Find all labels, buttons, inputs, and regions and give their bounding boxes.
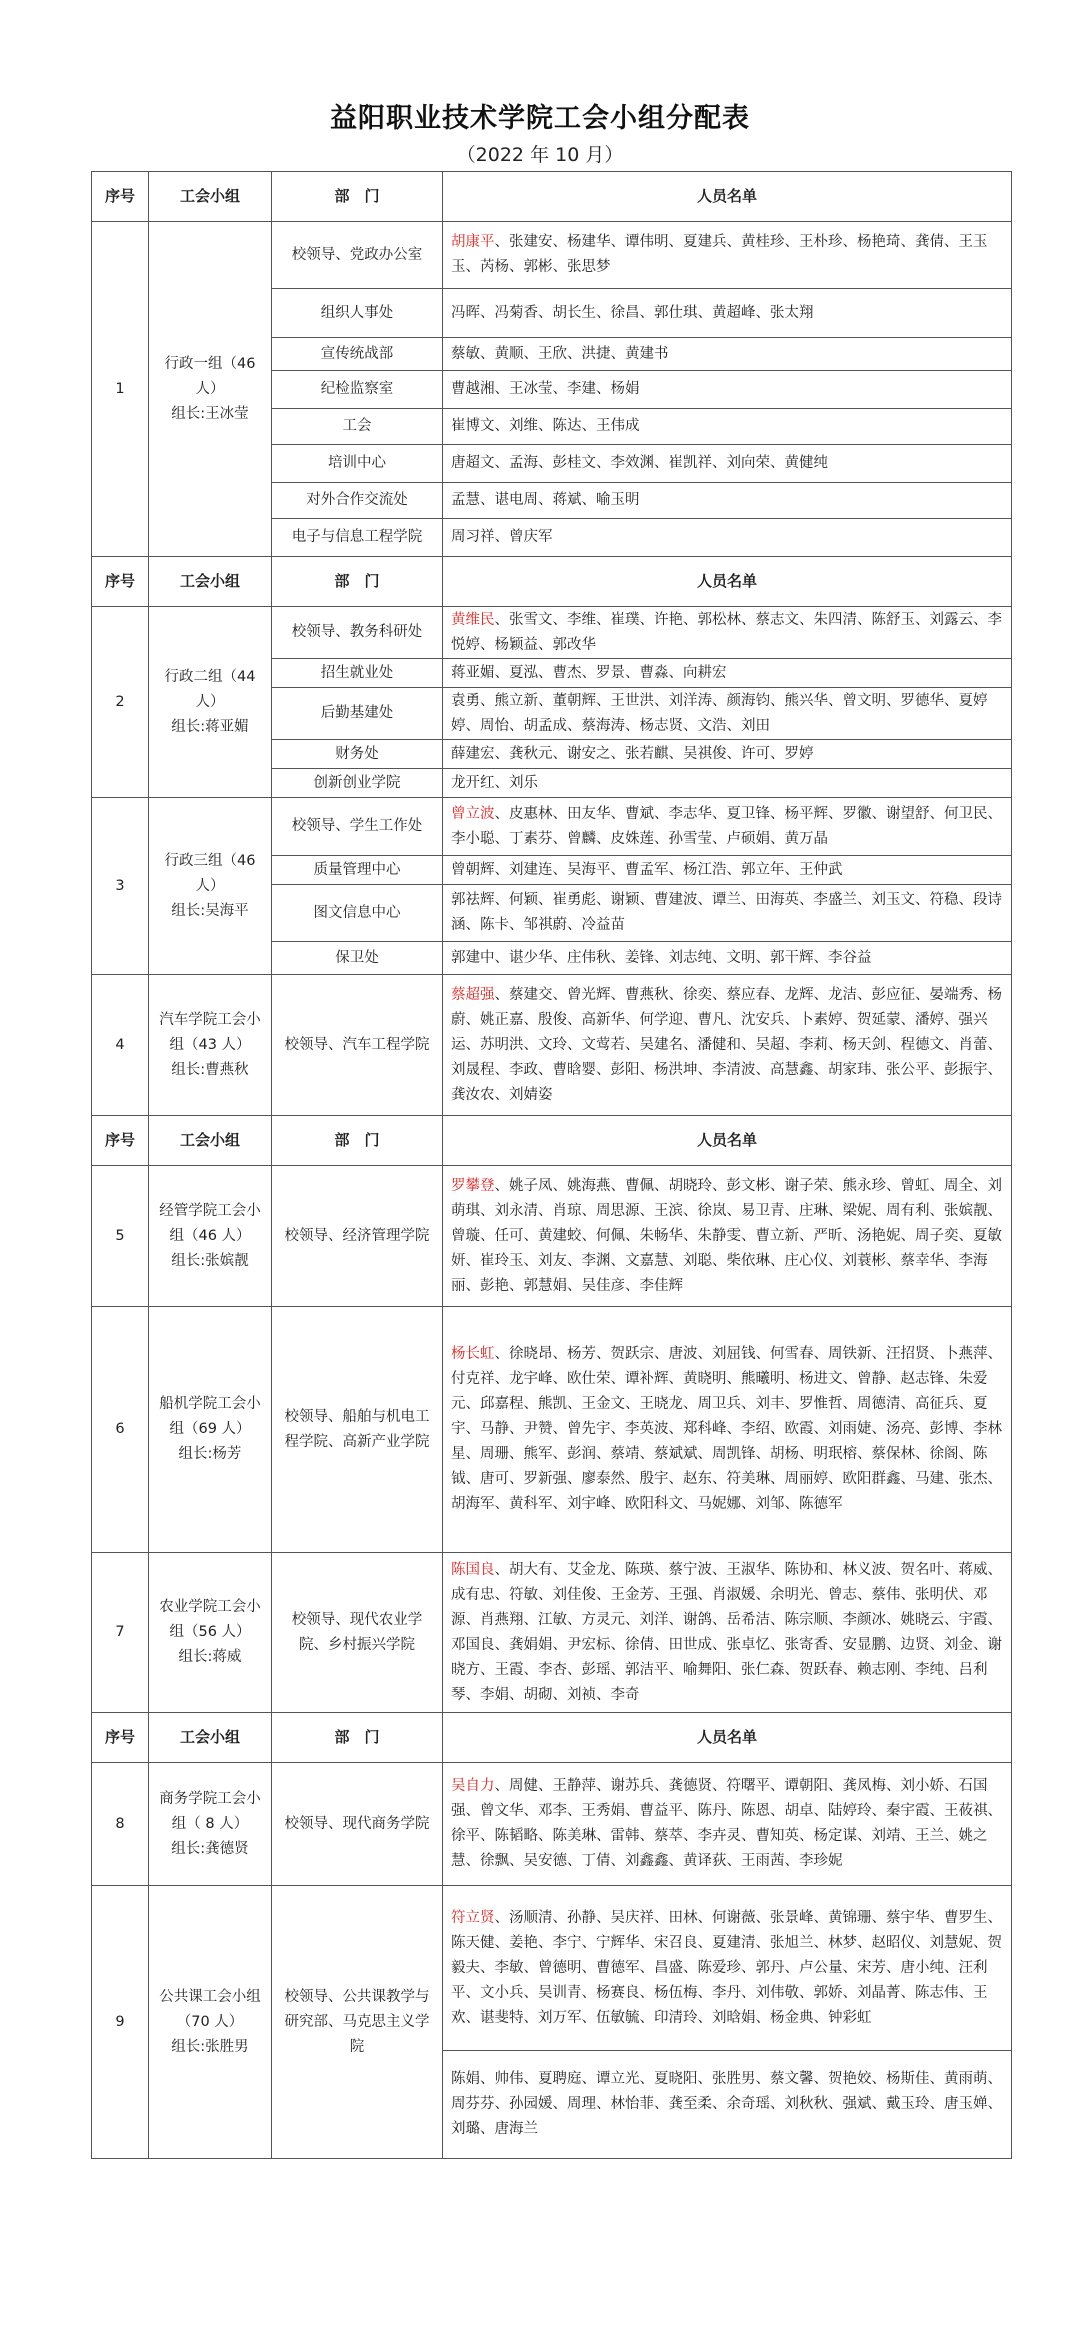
dept-cell: 财务处 [272, 740, 443, 769]
group-name: 行政二组（44 人） [164, 668, 256, 710]
header-group: 工会小组 [149, 1116, 272, 1166]
names-cell [443, 1886, 1012, 2051]
group-name: 船机学院工会小组（69 人） [159, 1396, 261, 1437]
member-list: 、皮惠林、田友华、曹斌、李志华、夏卫锋、杨平辉、罗徽、谢望舒、何卫民、李小聪、丁素芬、曾麟、皮姝莲、孙雪莹、卢硕娟、黄万晶 [451, 805, 1002, 847]
lead-name: 杨长虹 [451, 1346, 495, 1362]
group-leader: 组长:张胜男 [171, 2038, 249, 2055]
dept-cell: 校领导、党政办公室 [272, 222, 443, 289]
group-cell [149, 222, 272, 557]
member-list: 、蔡建交、曾光辉、曹燕秋、徐奕、蔡应春、龙辉、龙洁、彭应征、晏端秀、杨蔚、姚正嘉、殷俊、高新华、何学迎、曹凡、沈安兵、卜素婷、贺延蒙、潘婷、强兴运、苏明洪、文玲、文莺若、吴建名、潘健和、吴超、李莉、杨天剑、程德文、肖蕾、刘晟程、李政、曹晗婴、彭阳、杨洪坤、李清波、高慧鑫、胡家玮、张公平、彭振宇、龚汝农、刘婧姿 [451, 986, 1002, 1103]
header-seq: 序号 [92, 557, 149, 607]
names-cell [443, 1763, 1012, 1886]
group-cell [149, 607, 272, 798]
dept-cell: 组织人事处 [272, 289, 443, 338]
header-row [92, 557, 1012, 607]
dept-cell: 校领导、汽车工程学院 [272, 975, 443, 1116]
table-row [92, 607, 1012, 659]
group-leader: 组长:张嫔靓 [171, 1252, 249, 1269]
group-seq: 7 [92, 1553, 149, 1713]
group-name: 商务学院工会小组（ 8 人） [159, 1790, 261, 1832]
group-seq: 1 [92, 222, 149, 557]
names-cell [443, 222, 1012, 289]
header-row [92, 1116, 1012, 1166]
group-name: 行政一组（46 人） [164, 355, 256, 397]
dept-cell: 招生就业处 [272, 659, 443, 688]
table-row [92, 1763, 1012, 1886]
table-row [92, 1307, 1012, 1553]
lead-name: 曾立波 [451, 805, 495, 822]
group-leader: 组长:曹燕秋 [171, 1061, 249, 1078]
dept-cell: 图文信息中心 [272, 885, 443, 942]
header-row [92, 172, 1012, 222]
member-list: 唐超文、孟海、彭桂文、李效渊、崔凯祥、刘向荣、黄健纯 [443, 445, 1012, 483]
lead-name: 黄维民 [451, 611, 495, 628]
header-seq: 序号 [92, 172, 149, 222]
group-leader: 组长:蒋威 [178, 1649, 242, 1665]
member-list: 、张雪文、李维、崔璞、许艳、郭松林、蔡志文、朱四清、陈舒玉、刘露云、李悦婷、杨颖益、郭改华 [451, 611, 1002, 653]
group-seq: 6 [92, 1307, 149, 1553]
names-cell [443, 1166, 1012, 1307]
group-leader: 组长:龚德贤 [171, 1840, 249, 1857]
group-leader: 组长:蒋亚媚 [171, 718, 249, 735]
dept-cell: 质量管理中心 [272, 856, 443, 885]
member-list: 陈娟、帅伟、夏聘庭、谭立光、夏晓阳、张胜男、蔡文馨、贺艳姣、杨斯佳、黄雨萌、周芬芬、孙园媛、周理、林怡菲、龚至柔、余奇瑶、刘秋秋、强斌、戴玉玲、唐玉婵、刘璐、唐海兰 [443, 2051, 1012, 2159]
header-names: 人员名单 [443, 172, 1012, 222]
member-list: 、姚子凤、姚海燕、曹佩、胡晓玲、彭文彬、谢子荣、熊永珍、曾虹、周全、刘萌琪、刘永清、肖琼、周思源、王滨、徐岚、易卫青、庄琳、梁妮、周有利、张嫔靓、曾璇、任可、黄建蛟、何佩、朱畅华、朱静雯、曹立新、严昕、汤艳妮、周子奕、夏敏妍、崔玲玉、刘友、李渊、文嘉慧、刘聪、柴依琳、庄心仪、刘蓑彬、蔡幸华、李海丽、彭艳、郭慧娟、吴佳彦、李佳辉 [451, 1177, 1002, 1294]
dept-cell: 对外合作交流处 [272, 483, 443, 519]
dept-cell: 校领导、现代农业学院、乡村振兴学院 [272, 1553, 443, 1713]
dept-cell: 创新创业学院 [272, 769, 443, 798]
group-leader: 组长:吴海平 [171, 902, 249, 919]
group-name: 经管学院工会小组（46 人） [159, 1202, 261, 1244]
group-name: 行政三组（46 人） [164, 852, 256, 894]
group-leader: 组长:王冰莹 [171, 405, 249, 422]
group-seq: 3 [92, 798, 149, 975]
group-name: 汽车学院工会小组（43 人） [159, 1011, 261, 1053]
header-row [92, 1713, 1012, 1763]
member-list: 、徐晓昂、杨芳、贺跃宗、唐波、刘屈钱、何雪春、周铁新、汪招贤、卜燕萍、付克祥、龙宇峰、欧仕荣、谭补辉、黄晓明、熊曦明、杨进文、曾静、赵志锋、朱爱元、邱嘉程、熊凯、王金文、王晓龙、周卫兵、刘丰、罗惟哲、周德清、高征兵、夏宇、马静、尹赞、曾先宇、李英波、郑科峰、李绍、欧霞、刘雨婕、汤亮、彭博、李林星、周珊、熊军、彭润、蔡靖、蔡斌斌、周凯锋、胡杨、明珉榕、蔡保林、徐阁、陈钺、唐可、罗新强、廖泰然、殷宇、赵东、符美琳、周丽婷、欧阳群鑫、马建、张杰、胡海军、黄科军、刘宇峰、欧阳科文、马妮娜、刘邹、陈德军 [451, 1346, 1002, 1512]
member-list: 、张建安、杨建华、谭伟明、夏建兵、黄桂珍、王朴珍、杨艳琦、龚倩、王玉玉、芮杨、郭彬、张思梦 [451, 234, 988, 275]
group-cell [149, 1166, 272, 1307]
dept-cell: 宣传统战部 [272, 338, 443, 371]
header-seq: 序号 [92, 1116, 149, 1166]
table-row [92, 1166, 1012, 1307]
group-cell [149, 798, 272, 975]
lead-name: 符立贤 [451, 1909, 495, 1926]
dept-cell: 后勤基建处 [272, 688, 443, 740]
header-dept: 部 门 [272, 172, 443, 222]
page-subtitle: （2022 年 10 月） [456, 144, 624, 166]
header-dept: 部 门 [272, 1116, 443, 1166]
lead-name: 胡康平 [451, 234, 495, 250]
allocation-table [91, 171, 1012, 2159]
header-names: 人员名单 [443, 1713, 1012, 1763]
member-list: 曾朝辉、刘建连、吴海平、曹孟军、杨江浩、郭立年、王仲武 [443, 856, 1012, 885]
member-list: 曹越湘、王冰莹、李建、杨娟 [443, 371, 1012, 409]
table-row [92, 1886, 1012, 2051]
names-cell [443, 1553, 1012, 1713]
dept-cell: 校领导、现代商务学院 [272, 1763, 443, 1886]
member-list: 崔博文、刘维、陈达、王伟成 [443, 409, 1012, 445]
member-list: 薛建宏、龚秋元、谢安之、张若麒、吴祺俊、许可、罗婷 [443, 740, 1012, 769]
page-title: 益阳职业技术学院工会小组分配表 [330, 103, 750, 134]
dept-cell: 校领导、教务科研处 [272, 607, 443, 659]
member-list: 郭祛辉、何颖、崔勇彪、谢颖、曹建波、谭兰、田海英、李盛兰、刘玉文、符稳、段诗涵、陈卡、邹祺蔚、冷益苗 [443, 885, 1012, 942]
member-list: 、周健、王静萍、谢苏兵、龚德贤、符曙平、谭朝阳、龚凤梅、刘小娇、石国强、曾文华、邓李、王秀娟、曹益平、陈丹、陈恩、胡卓、陆婷玲、秦宇霞、王莜祺、徐平、陈韬略、陈美琳、雷韩、蔡萃、李卉灵、曹知英、杨定谋、刘靖、王兰、姚之慧、徐飘、吴安德、丁倩、刘鑫鑫、黄译荻、王雨茜、李珍妮 [451, 1778, 1002, 1869]
member-list: 、胡大有、艾金龙、陈瑛、蔡宁波、王淑华、陈协和、林义波、贺名叶、蒋威、成有忠、符敏、刘佳俊、王金芳、王强、肖淑媛、余明光、曾志、蔡伟、张明伏、邓源、肖燕翔、江敏、方灵元、刘洋、谢鸽、岳希洁、陈宗顺、李颜冰、姚晓云、宇霞、邓国良、龚娟娟、尹宏标、徐倩、田世成、张卓忆、张寄香、安显鹏、边贤、刘金、谢晓方、王霞、李杏、彭瑶、郭洁平、喻舞阳、张仁森、贺跃春、赖志刚、李纯、吕利琴、李娟、胡砌、刘祯、李奇 [451, 1561, 1002, 1703]
group-cell [149, 1553, 272, 1713]
header-names: 人员名单 [443, 557, 1012, 607]
dept-cell: 校领导、经济管理学院 [272, 1166, 443, 1307]
dept-cell: 培训中心 [272, 445, 443, 483]
dept-cell: 纪检监察室 [272, 371, 443, 409]
header-group: 工会小组 [149, 557, 272, 607]
member-list: 蔡敏、黄顺、王欣、洪捷、黄建书 [443, 338, 1012, 371]
names-cell [443, 1307, 1012, 1553]
table-row [92, 222, 1012, 289]
group-seq: 5 [92, 1166, 149, 1307]
group-seq: 2 [92, 607, 149, 798]
header-names: 人员名单 [443, 1116, 1012, 1166]
member-list: 蒋亚媚、夏泓、曹杰、罗景、曹淼、向耕宏 [443, 659, 1012, 688]
group-name: 公共课工会小组（70 人） [159, 1988, 261, 2030]
group-cell [149, 975, 272, 1116]
group-leader: 组长:杨芳 [178, 1446, 242, 1462]
header-group: 工会小组 [149, 1713, 272, 1763]
dept-cell: 保卫处 [272, 942, 443, 975]
dept-cell: 校领导、船舶与机电工程学院、高新产业学院 [272, 1307, 443, 1553]
group-cell [149, 1307, 272, 1553]
member-list: 、汤顺清、孙静、吴庆祥、田林、何谢薇、张景峰、黄锦珊、蔡宇华、曹罗生、陈天健、姜艳、李宁、宁辉华、宋召良、夏建清、张旭兰、林梦、赵昭仪、刘慧妮、贺毅夫、李敏、曾德明、曹德军、昌盛、陈爱珍、郭丹、卢公量、宋芳、唐小纯、汪利平、文小兵、吴训青、杨赛良、杨伍梅、李丹、刘伟敬、郭娇、刘晶菁、陈志伟、王欢、谌斐特、刘万军、伍敏毓、印清玲、刘晗娟、杨金典、钟彩虹 [451, 1909, 1002, 2026]
table-row [92, 1553, 1012, 1713]
header-dept: 部 门 [272, 1713, 443, 1763]
member-list: 孟慧、谌电周、蒋斌、喻玉明 [443, 483, 1012, 519]
member-list: 袁勇、熊立新、董朝辉、王世洪、刘洋涛、颜海钧、熊兴华、曾文明、罗德华、夏婷婷、周怡、胡孟成、蔡海涛、杨志贤、文浩、刘田 [443, 688, 1012, 740]
group-cell [149, 1886, 272, 2159]
table-row [92, 975, 1012, 1116]
group-seq: 9 [92, 1886, 149, 2159]
header-dept: 部 门 [272, 557, 443, 607]
dept-cell: 工会 [272, 409, 443, 445]
lead-name: 吴自力 [451, 1778, 495, 1794]
dept-cell: 校领导、公共课教学与研究部、马克思主义学院 [272, 1886, 443, 2159]
table-row [92, 798, 1012, 856]
names-cell [443, 607, 1012, 659]
lead-name: 罗攀登 [451, 1177, 495, 1194]
group-seq: 4 [92, 975, 149, 1116]
member-list: 周习祥、曾庆军 [443, 519, 1012, 557]
dept-cell: 校领导、学生工作处 [272, 798, 443, 856]
dept-cell: 电子与信息工程学院 [272, 519, 443, 557]
names-cell [443, 975, 1012, 1116]
group-name: 农业学院工会小组（56 人） [159, 1599, 261, 1640]
names-cell [443, 798, 1012, 856]
member-list: 郭建中、谌少华、庄伟秋、姜锋、刘志纯、文明、郭干辉、李谷益 [443, 942, 1012, 975]
member-list: 龙开红、刘乐 [443, 769, 1012, 798]
header-seq: 序号 [92, 1713, 149, 1763]
group-seq: 8 [92, 1763, 149, 1886]
lead-name: 陈国良 [451, 1561, 495, 1578]
member-list: 冯晖、冯菊香、胡长生、徐昌、郭仕琪、黄超峰、张太翔 [443, 289, 1012, 338]
lead-name: 蔡超强 [451, 986, 495, 1003]
header-group: 工会小组 [149, 172, 272, 222]
group-cell [149, 1763, 272, 1886]
